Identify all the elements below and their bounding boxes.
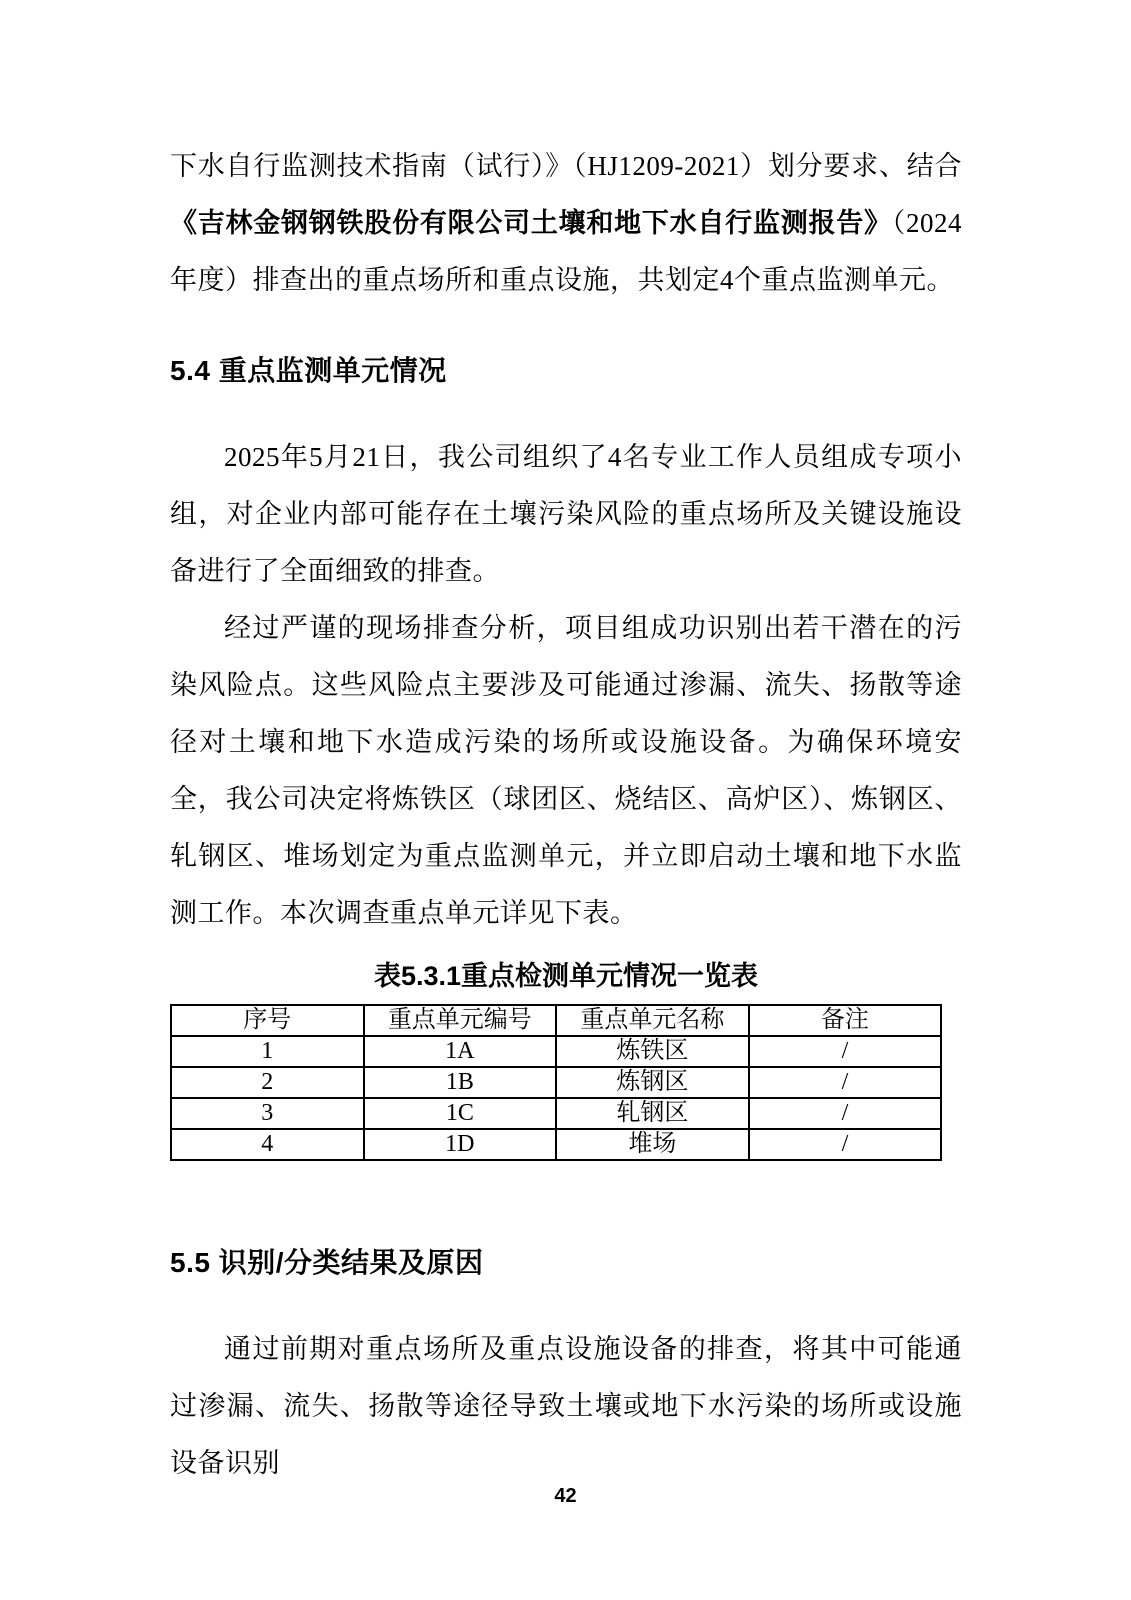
intro-paragraph <box>170 138 962 309</box>
cell-unit-code: 1A <box>364 1036 557 1067</box>
section-5-5-heading: 5.5 识别/分类结果及原因 <box>170 1247 484 1278</box>
cell-seq: 2 <box>171 1067 364 1098</box>
section-5-4-paragraph-2: 经过严谨的现场排查分析，项目组成功识别出若干潜在的污染风险点。这些风险点主要涉及可能通过渗漏、流失、扬散等途径对土壤和地下水造成污染的场所或设施设备。为确保环境安全，我公司决定将炼铁区（球团区、烧结区、高炉区）、炼钢区、轧钢区、堆场划定为重点监测单元，并立即启动土壤和地下水监测工作。本次调查重点单元详见下表。 <box>170 613 962 928</box>
cell-unit-code: 1B <box>364 1067 557 1098</box>
section-5-4-paragraph-1: 2025年5月21日，我公司组织了4名专业工作人员组成专项小组，对企业内部可能存在土壤污染风险的重点场所及关键设施设备进行了全面细致的排查。 <box>170 442 962 586</box>
table-title: 表5.3.1重点检测单元情况一览表 <box>373 961 759 991</box>
cell-remark: / <box>749 1129 942 1160</box>
cell-unit-name: 轧钢区 <box>556 1098 749 1129</box>
table-row <box>171 1098 941 1129</box>
intro-text-segment-2: （2024年度）排查出的重点场所和重点设施，共划定4个重点监测单元。 <box>170 208 963 295</box>
table-row <box>171 1129 941 1160</box>
table-header-row <box>171 1005 941 1036</box>
cell-unit-name: 炼铁区 <box>556 1036 749 1067</box>
cell-unit-name: 堆场 <box>556 1129 749 1160</box>
intro-text-segment-1: 下水自行监测技术指南（试行）》（HJ1209-2021）划分要求、结合 <box>170 151 962 181</box>
page-number: 42 <box>554 1485 577 1507</box>
cell-unit-code: 1D <box>364 1129 557 1160</box>
section-5-4-heading: 5.4 重点监测单元情况 <box>170 355 447 386</box>
cell-seq: 1 <box>171 1036 364 1067</box>
header-cell-unit-code: 重点单元编号 <box>364 1005 557 1036</box>
cell-seq: 3 <box>171 1098 364 1129</box>
cell-seq: 4 <box>171 1129 364 1160</box>
cell-unit-name: 炼钢区 <box>556 1067 749 1098</box>
header-cell-unit-name: 重点单元名称 <box>556 1005 749 1036</box>
cell-remark: / <box>749 1098 942 1129</box>
table-row <box>171 1036 941 1067</box>
section-5-5-paragraph-1: 通过前期对重点场所及重点设施设备的排查，将其中可能通过渗漏、流失、扬散等途径导致土壤或地下水污染的场所或设施设备识别 <box>170 1334 962 1478</box>
table-row <box>171 1067 941 1098</box>
report-title-bold: 《吉林金钢钢铁股份有限公司土壤和地下水自行监测报告》 <box>170 208 892 238</box>
header-cell-remark: 备注 <box>749 1005 942 1036</box>
monitoring-units-table <box>170 1004 942 1161</box>
header-cell-seq: 序号 <box>171 1005 364 1036</box>
cell-remark: / <box>749 1036 942 1067</box>
cell-unit-code: 1C <box>364 1098 557 1129</box>
cell-remark: / <box>749 1067 942 1098</box>
